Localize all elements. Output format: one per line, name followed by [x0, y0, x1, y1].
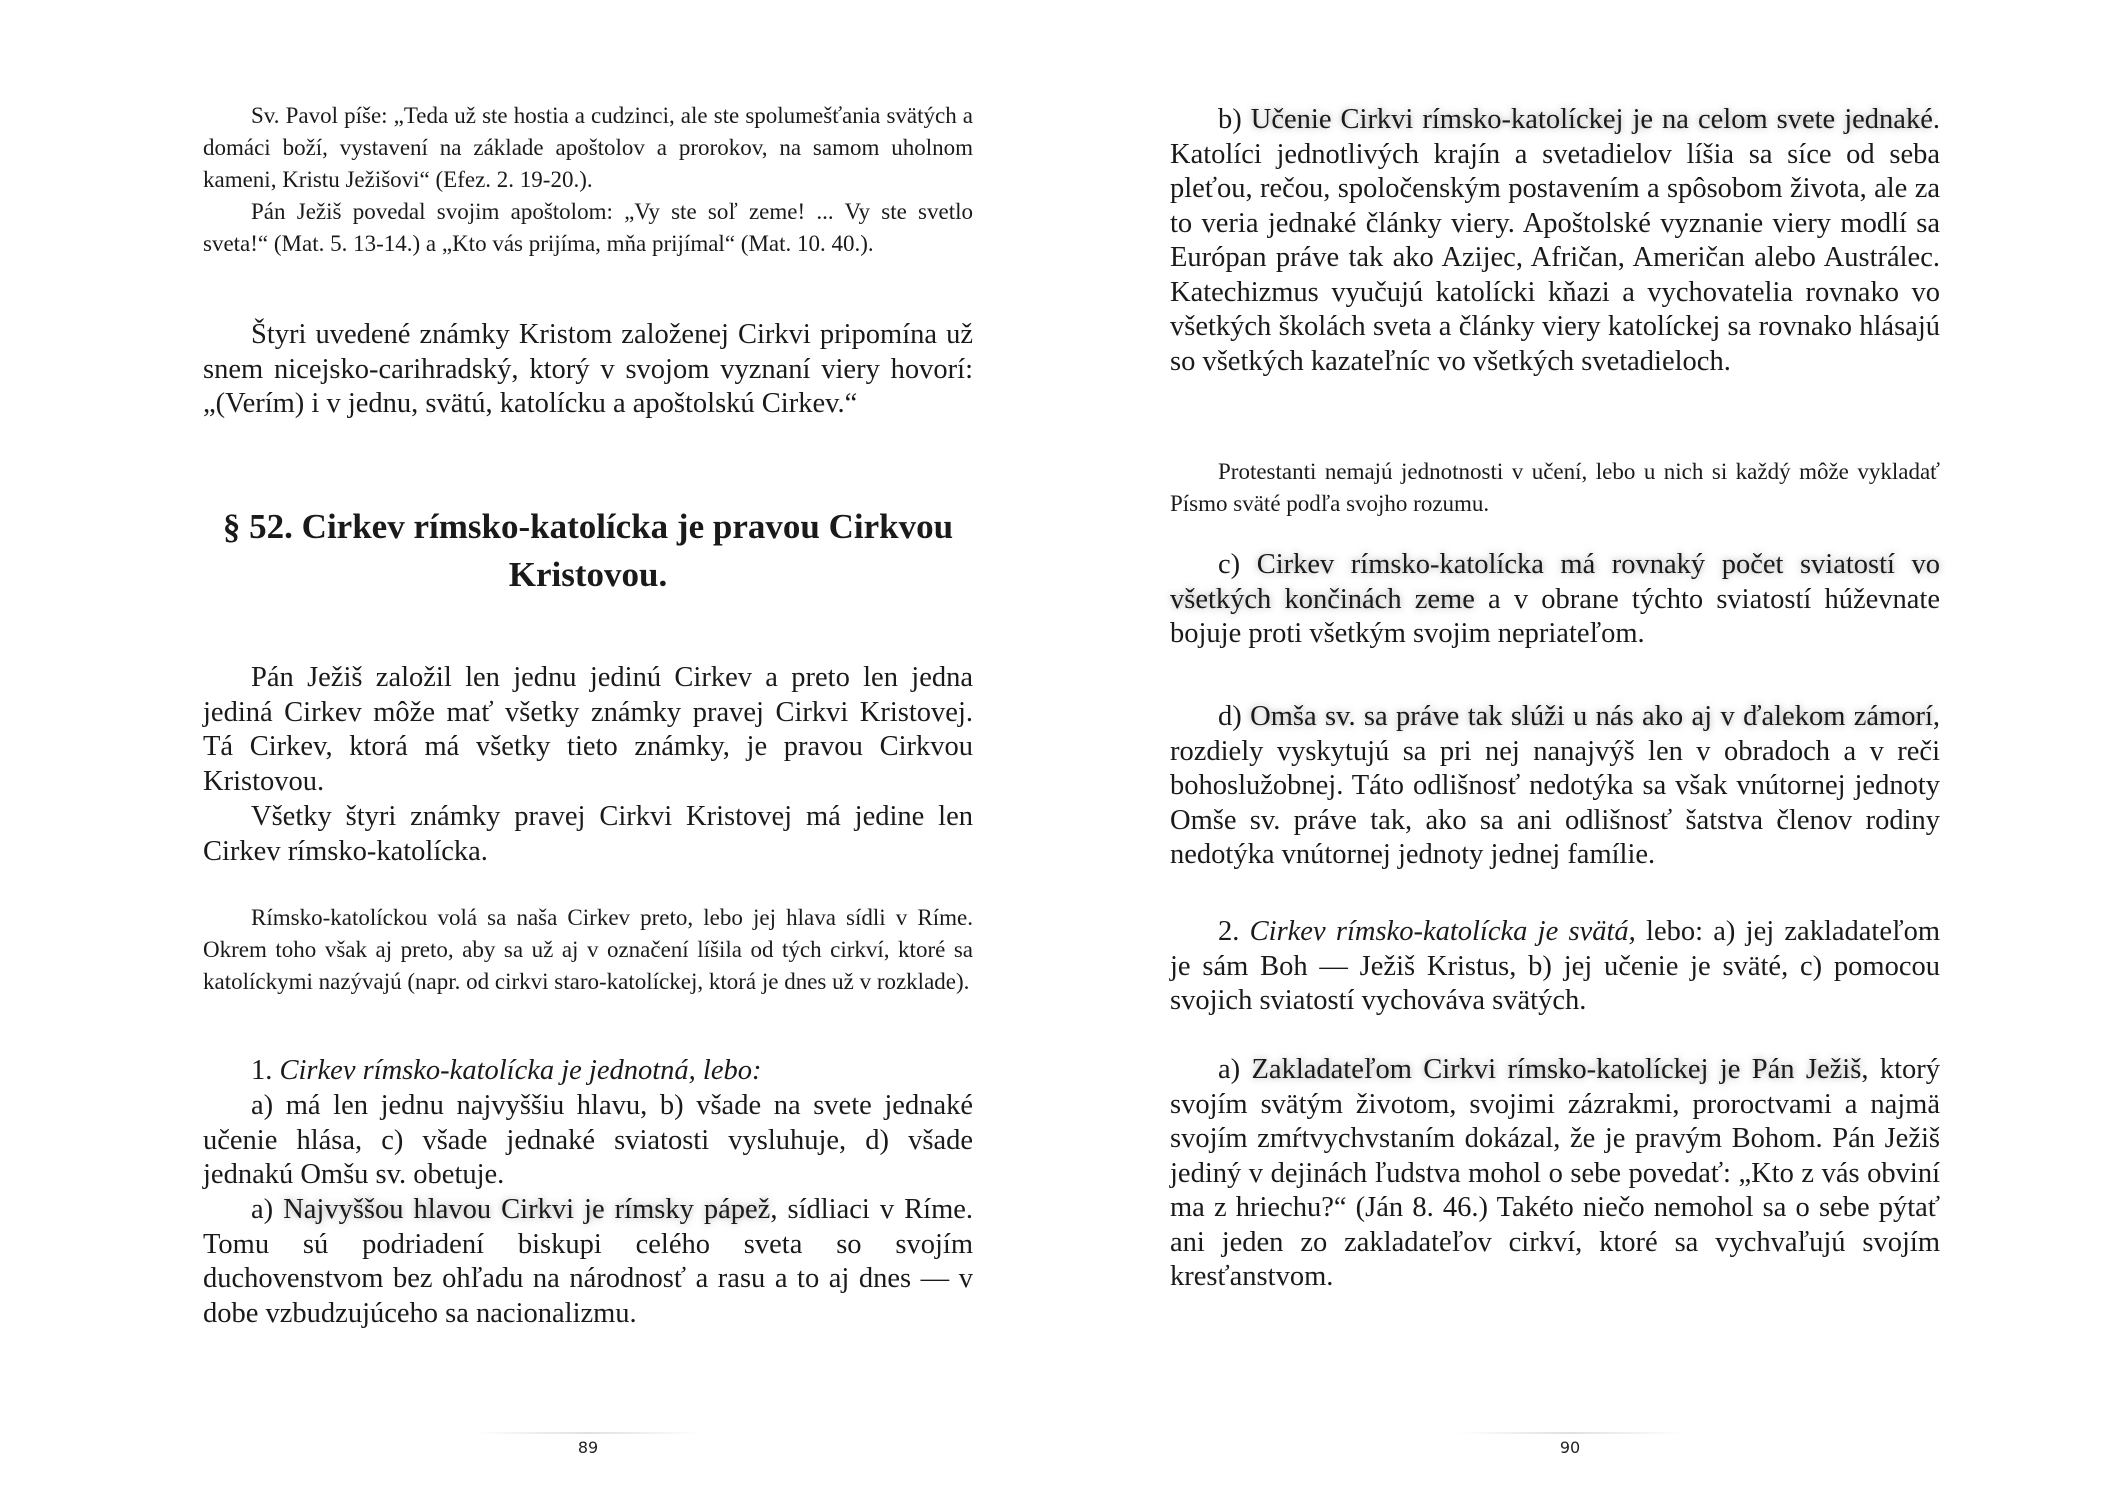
paragraph-a-najvyssia-hlava [203, 1193, 973, 1331]
page-number: 90 [1559, 1438, 1581, 1457]
point-2-svata [1170, 915, 1940, 1019]
paragraph-text: , rozdiely vyskytujú sa pri nej nanajvýš len v obradoch a v reči bohoslužobnej. Táto odlišnosť nedotýka sa však vnútornej jednoty Omše sv. práve tak, ako sa ani odlišnosť šatstva členov rodiny nedotýka vnútornej jednoty jednej famílie. [1170, 701, 1940, 870]
paragraph-text: , sídliaci v Ríme. Tomu sú podriadení biskupi celého sveta so svojím duchovenstvom bez ohľadu na národnosť a rasu a to aj dnes — v dobe vzbudzujúceho sa nacionalizmu. [203, 1194, 974, 1329]
paragraph-b-ucenie [1170, 103, 1940, 379]
item-label: a) [251, 1194, 284, 1225]
item-label: c) [1218, 549, 1257, 580]
paragraph-c-sviatosti [1170, 548, 1940, 652]
highlighted-text: Cirkev rímsko-katolícka má rovnaký počet sviatostí vo všetkých končinách zeme [1170, 549, 1940, 615]
paragraph-jedinu-cirkev: Pán Ježiš založil len jednu jedinú Cirkev a preto len jedna jediná Cirkev môže mať všetky známky pravej Cirkvi Kristovej. Tá Cirkev, ktorá má všetky tieto známky, je pravou Cirkvou Kristovou. [203, 662, 973, 797]
highlighted-text: Najvyššou hlavou Cirkvi je rímsky pápež [283, 1194, 771, 1225]
paragraph-styri-znamky: Štyri uvedené známky Kristom založenej Cirkvi pripomína už snem nicejsko-carihradský, ktorý v svojom vyznaní viery hovorí: „(Verím) i v jednu, svätú, katolícku a apoštolskú Cirkev.“ [203, 319, 973, 419]
item-label: a) [1218, 1054, 1252, 1085]
paragraph-text: , ktorý svojím svätým životom, svojimi zázrakmi, proroctvami a najmä svojím zmŕtvychvstaním dokázal, že je pravým Bohom. Pán Ježiš jediný v dejinách ľudstva mohol o sebe povedať: „Kto z vás obviní ma z hriechu?“ (Ján 8. 46.) Takéto niečo nemohol sa o sebe pýtať ani jeden zo zakladateľov cirkví, ktoré sa vychvaľujú svojím kresťanstvom. [1170, 1054, 1940, 1292]
point-number: 1. [251, 1055, 280, 1086]
item-label: d) [1218, 701, 1251, 732]
paragraph-text: lebo: a) jej zakladateľom je sám Boh — Ježiš Kristus, b) jej učenie je sväté, c) pomocou svojich sviatostí vychováva svätých. [1170, 916, 1940, 1016]
page-number-divider [1455, 1432, 1685, 1434]
paragraph-a-zakladatel [1170, 1053, 1940, 1295]
highlighted-text: Učenie Cirkvi rímsko-katolíckej je na celom svete jednaké [1250, 104, 1933, 135]
note-rimsko-katolicka: Rímsko-katolíckou volá sa naša Cirkev preto, lebo jej hlava sídli v Ríme. Okrem toho však aj preto, aby sa už aj v označení líšila od tých cirkví, ktoré sa katolíckymi nazývajú (napr. od cirkvi staro-katolíckej, ktorá je dnes už v rozklade). [203, 905, 973, 994]
note-protestanti: Protestanti nemajú jednotnosti v učení, lebo u nich si každý môže vykladať Písmo sväté podľa svojho rozumu. [1170, 459, 1940, 516]
item-label: b) [1218, 104, 1251, 135]
quote-paragraph-1: Sv. Pavol píše: „Teda už ste hostia a cudzinci, ale ste spolumešťania svätých a domáci boží, vystavení na základe apoštolov a prorokov, na samom uholnom kameni, Kristu Ježišovi“ (Efez. 2. 19-20.). [203, 103, 973, 192]
right-page [1170, 0, 1940, 1500]
quote-paragraph-2: Pán Ježiš povedal svojim apoštolom: „Vy ste soľ zeme! ... Vy ste svetlo sveta!“ (Mat. 5. 13-14.) a „Kto vás prijíma, mňa prijímal“ (Mat. 10. 40.). [203, 199, 973, 256]
paragraph-vsetky-znamky: Všetky štyri známky pravej Cirkvi Kristovej má jedine len Cirkev rímsko-katolícka. [203, 801, 973, 867]
highlighted-text: Zakladateľom Cirkvi rímsko-katolíckej je Pán Ježiš [1251, 1054, 1862, 1085]
point-title: Cirkev rímsko-katolícka je jednotná, lebo: [279, 1055, 762, 1086]
page-number-divider [473, 1432, 703, 1434]
paragraph-text: . Katolíci jednotlivých krajín a svetadielov líšia sa síce od seba pleťou, rečou, spoločenským postavením a spôsobom života, ale za to veria jednaké články viery. Apoštolské vyznanie viery modlí sa Európan práve tak ako Azijec, Afričan, Američan alebo Austrálec. Katechizmus vyučujú katolícki kňazi a vychovatelia rovnako vo všetkých školách sveta a články viery katolíckej sa rovnako hlásajú so všetkých kazateľníc vo všetkých svetadieloch. [1170, 104, 1940, 377]
point-title: Cirkev rímsko-katolícka je svätá, [1249, 916, 1636, 947]
paragraph-text: a v obrane týchto sviatostí húževnate bojuje proti všetkým svojim nepriateľom. [1170, 583, 1940, 649]
left-page [203, 0, 973, 1500]
point-number: 2. [1218, 916, 1250, 947]
paragraph-d-omsa [1170, 700, 1940, 873]
highlighted-text: Omša sv. sa práve tak slúži u nás ako aj v ďalekom zámorí [1250, 701, 1933, 732]
section-heading: § 52. Cirkev rímsko-katolícka je pravou Cirkvou Kristovou. [222, 507, 954, 594]
paragraph-a-list: a) má len jednu najvyššiu hlavu, b) všade na svete jednaké učenie hlása, c) všade jednaké sviatosti vysluhuje, d) všade jednakú Omšu sv. obetuje. [203, 1090, 973, 1190]
point-1-jednotna [203, 1054, 973, 1089]
page-number: 89 [577, 1438, 599, 1457]
